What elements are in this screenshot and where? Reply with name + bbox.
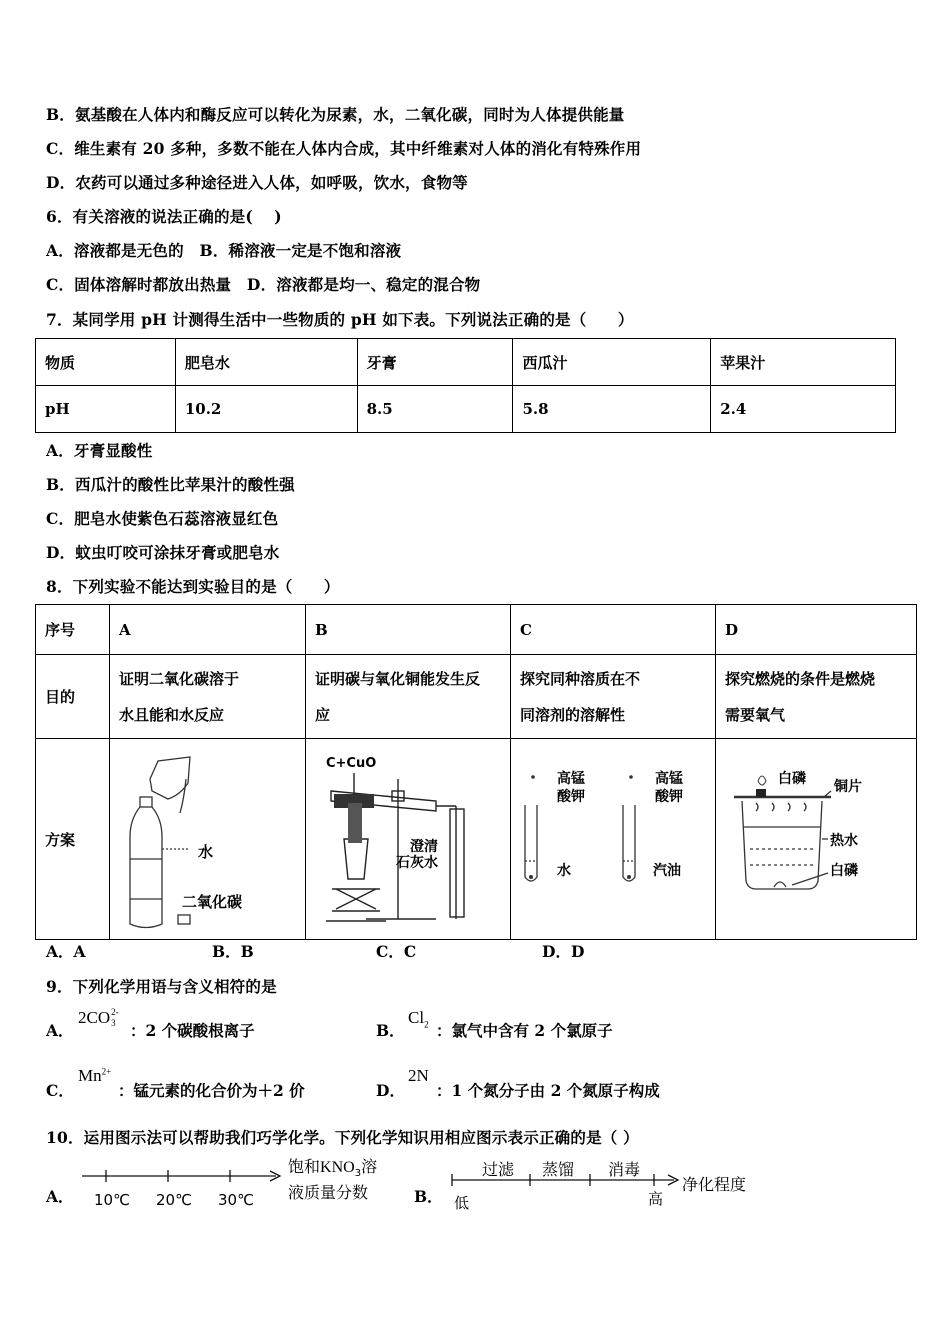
table-cell: D [716, 605, 917, 655]
q7-stem: 7．某同学用 pH 计测得生活中一些物质的 pH 如下表。下列说法正确的是（ ） [46, 310, 634, 329]
q9-option-b-letter: B． [376, 1021, 405, 1040]
label-white-phosphorus-top: 白磷 [778, 771, 806, 787]
q8-option-d: D．D [542, 942, 585, 961]
label-copper-sheet: 铜片 [834, 779, 862, 795]
q6-options-cd: C．固体溶解时都放出热量 D．溶液都是均一、稳定的混合物 [46, 275, 481, 294]
table-cell: 5.8 [513, 386, 711, 433]
q9-formula-chlorine [408, 1008, 429, 1029]
label-kmno4-left-2: 酸钾 [557, 789, 585, 805]
label-gasoline: 汽油 [653, 863, 681, 879]
label-part: KNO [320, 1159, 355, 1176]
table-cell [511, 739, 716, 940]
table-cell [110, 739, 306, 940]
q7-table-header-row [36, 339, 896, 386]
q10-option-b-letter: B． [414, 1187, 443, 1206]
table-cell: A [110, 605, 306, 655]
q9-stem: 9．下列化学用语与含义相符的是 [46, 977, 277, 996]
q7-table-ph-row [36, 386, 896, 433]
co2-bottle-figure [110, 739, 305, 935]
q9-option-a-letter: A． [46, 1021, 74, 1040]
label-white-phosphorus-bottom: 白磷 [830, 863, 858, 879]
q9-formula-carbonate [78, 1008, 119, 1028]
table-cell [306, 739, 511, 940]
formula-sub: 3 [111, 1018, 116, 1028]
label-co2: 二氧化碳 [182, 893, 243, 911]
q5-option-b: B．氨基酸在人体内和酶反应可以转化为尿素，水，二氧化碳，同时为人体提供能量 [46, 105, 625, 124]
q10-stem: 10．运用图示法可以帮助我们巧学化学。下列化学知识用相应图示表示正确的是（ ） [46, 1128, 639, 1147]
q7-option-d: D．蚊虫叮咬可涂抹牙膏或肥皂水 [46, 543, 280, 562]
label-part: 3 [354, 1168, 362, 1179]
q8-option-a: A．A [46, 942, 86, 961]
purpose-b-line1: 证明碳与氧化铜能发生反 [315, 669, 481, 688]
q8-experiment-table [35, 604, 917, 940]
purpose-a-line1: 证明二氧化碳溶于 [119, 669, 240, 688]
label-part: 溶 [361, 1157, 378, 1176]
purpose-c-line2: 同溶剂的溶解性 [520, 705, 626, 724]
q8-table-header-row [36, 605, 917, 655]
q7-option-a: A．牙膏显酸性 [46, 441, 153, 460]
table-cell: 牙膏 [357, 339, 513, 386]
table-cell: 肥皂水 [175, 339, 357, 386]
table-cell [716, 655, 917, 739]
purpose-d-line2: 需要氧气 [725, 705, 786, 724]
q9-option-d-text: ：1 个氮分子由 2 个氮原子构成 [436, 1081, 660, 1100]
label-water: 水 [198, 843, 214, 861]
table-cell: 8.5 [357, 386, 513, 433]
label-limewater-2: 石灰水 [396, 855, 438, 871]
label-part: 饱和 [288, 1157, 321, 1176]
label-hot-water: 热水 [830, 833, 858, 849]
step-filter: 过滤 [482, 1160, 515, 1179]
step-distill: 蒸馏 [542, 1160, 575, 1179]
table-cell [716, 739, 917, 940]
formula-main: 2CO [78, 1008, 111, 1027]
q10-diagram-a [78, 1152, 398, 1216]
table-cell: C [511, 605, 716, 655]
label-limewater-1: 澄清 [410, 839, 438, 855]
label-kmno4-right-1: 高锰 [655, 771, 683, 787]
formula-sup: 2- [111, 1007, 119, 1017]
q8-table-purpose-row [36, 655, 917, 739]
label-mass-fraction: 液质量分数 [288, 1183, 369, 1202]
table-cell: B [306, 605, 511, 655]
label-water-c: 水 [557, 863, 571, 879]
table-cell: 目的 [36, 655, 110, 739]
q10-diagram-b [446, 1152, 766, 1216]
table-cell: 序号 [36, 605, 110, 655]
table-cell [511, 655, 716, 739]
table-cell [110, 655, 306, 739]
label-low: 低 [454, 1194, 470, 1212]
q9-option-c-letter: C． [46, 1081, 74, 1100]
q5-option-c: C．维生素有 20 多种，多数不能在人体内合成，其中纤维素对人体的消化有特殊作用 [46, 139, 642, 158]
tick-10c: 10℃ [94, 1191, 130, 1209]
q5-option-d: D．农药可以通过多种途径进入人体，如呼吸，饮水，食物等 [46, 173, 468, 192]
q7-ph-table [35, 338, 896, 433]
label-high: 高 [648, 1190, 664, 1208]
step-disinfect: 消毒 [608, 1160, 641, 1179]
table-cell [306, 655, 511, 739]
solubility-test-tubes [511, 739, 715, 935]
formula-sub: 2 [424, 1019, 429, 1030]
table-cell: 西瓜汁 [513, 339, 711, 386]
q6-stem: 6．有关溶液的说法正确的是( ) [46, 207, 282, 226]
q8-table-plan-row [36, 739, 917, 940]
q10-option-a-letter: A． [46, 1187, 74, 1206]
label-purification-degree: 净化程度 [682, 1175, 747, 1194]
table-cell: 2.4 [711, 386, 896, 433]
label-kmno4-right-2: 酸钾 [655, 789, 683, 805]
formula-sup: 2+ [101, 1066, 112, 1077]
combustion-beaker-figure [716, 739, 916, 935]
tick-30c: 30℃ [218, 1191, 254, 1209]
carbon-copper-oxide-apparatus [306, 739, 510, 935]
label-c-cuo: C+CuO [326, 756, 377, 771]
formula-main: 2N [408, 1066, 429, 1085]
q9-option-d-letter: D． [376, 1081, 405, 1100]
table-cell: 方案 [36, 739, 110, 940]
table-cell: 苹果汁 [711, 339, 896, 386]
table-cell: 物质 [36, 339, 176, 386]
formula-main: Cl [408, 1008, 425, 1027]
q9-option-b-text: ：氯气中含有 2 个氯原子 [436, 1021, 613, 1040]
purpose-a-line2: 水且能和水反应 [119, 705, 225, 724]
purpose-c-line1: 探究同种溶质在不 [520, 669, 641, 688]
q9-formula-manganese [78, 1066, 111, 1086]
q7-option-c: C．肥皂水使紫色石蕊溶液显红色 [46, 509, 279, 528]
q9-option-a-text: ：2 个碳酸根离子 [130, 1021, 255, 1040]
formula-main: Mn [78, 1066, 102, 1085]
q9-option-c-text: ：锰元素的化合价为＋2 价 [118, 1081, 305, 1100]
q9-formula-nitrogen [408, 1066, 429, 1086]
q8-option-c: C．C [376, 942, 417, 961]
q6-options-ab: A．溶液都是无色的 B．稀溶液一定是不饱和溶液 [46, 241, 402, 260]
table-cell: 10.2 [175, 386, 357, 433]
purpose-b-line2: 应 [315, 705, 331, 724]
purpose-d-line1: 探究燃烧的条件是燃烧 [725, 669, 876, 688]
q8-option-b: B．B [212, 942, 254, 961]
q7-option-b: B．西瓜汁的酸性比苹果汁的酸性强 [46, 475, 295, 494]
label-kmno4-left-1: 高锰 [557, 771, 585, 787]
tick-20c: 20℃ [156, 1191, 192, 1209]
q8-stem: 8．下列实验不能达到实验目的是（ ） [46, 577, 340, 596]
table-cell: pH [36, 386, 176, 433]
label-saturated-kno3-line1 [288, 1157, 377, 1179]
